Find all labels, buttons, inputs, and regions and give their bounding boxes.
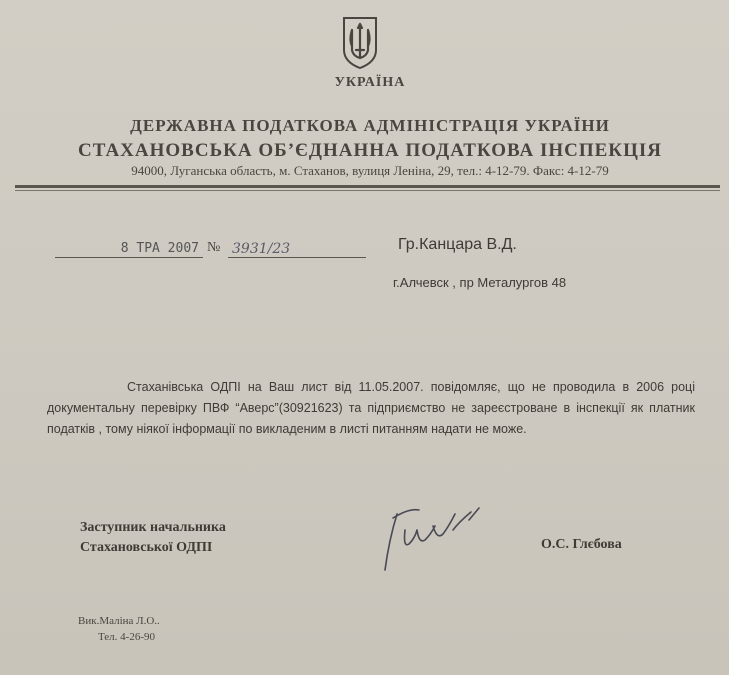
inspection-title: СТАХАНОВСЬКА ОБ’ЄДНАННА ПОДАТКОВА ІНСПЕКЦІЯ <box>78 140 662 161</box>
header-divider <box>15 185 720 188</box>
executor-phone: Тел. 4-26-90 <box>98 631 155 643</box>
country-title: УКРАЇНА <box>334 75 406 90</box>
registration-number-label: № <box>207 240 221 255</box>
registration-number: 3931/23 <box>228 240 366 258</box>
handwritten-signature <box>375 500 495 580</box>
recipient-address: г.Алчевск , пр Металургов 48 <box>393 275 567 290</box>
header-divider-thin <box>15 190 720 191</box>
signer-name: О.С. Глєбова <box>541 537 622 552</box>
registration-date: 8 ТРА 2007 <box>55 240 203 258</box>
signatory-position-line1: Заступник начальника <box>80 520 226 535</box>
trident-icon <box>340 16 380 70</box>
agency-title: ДЕРЖАВНА ПОДАТКОВА АДМІНІСТРАЦІЯ УКРАЇНИ <box>130 116 610 135</box>
signatory-position <box>80 518 226 558</box>
letter-body: Стаханівська ОДПІ на Ваш лист від 11.05.2007. повідомляє, що не проводила в 2006 році документальну перевірку ПВФ “Аверс”(30921623) та підприємство не зареєстроване в інспекції як платник податків , тому ніякої інформації по викладеним в листі питанням надати не може. <box>47 380 695 436</box>
signatory-position-line2: Стахановської ОДПІ <box>80 540 213 555</box>
executor-name: Вик.Маліна Л.О.. <box>78 615 160 627</box>
inspection-address: 94000, Луганська область, м. Стаханов, вулиця Леніна, 29, тел.: 4-12-79. Факс: 4-12-79 <box>131 163 609 178</box>
recipient-name: Гр.Канцара В.Д. <box>398 236 517 253</box>
